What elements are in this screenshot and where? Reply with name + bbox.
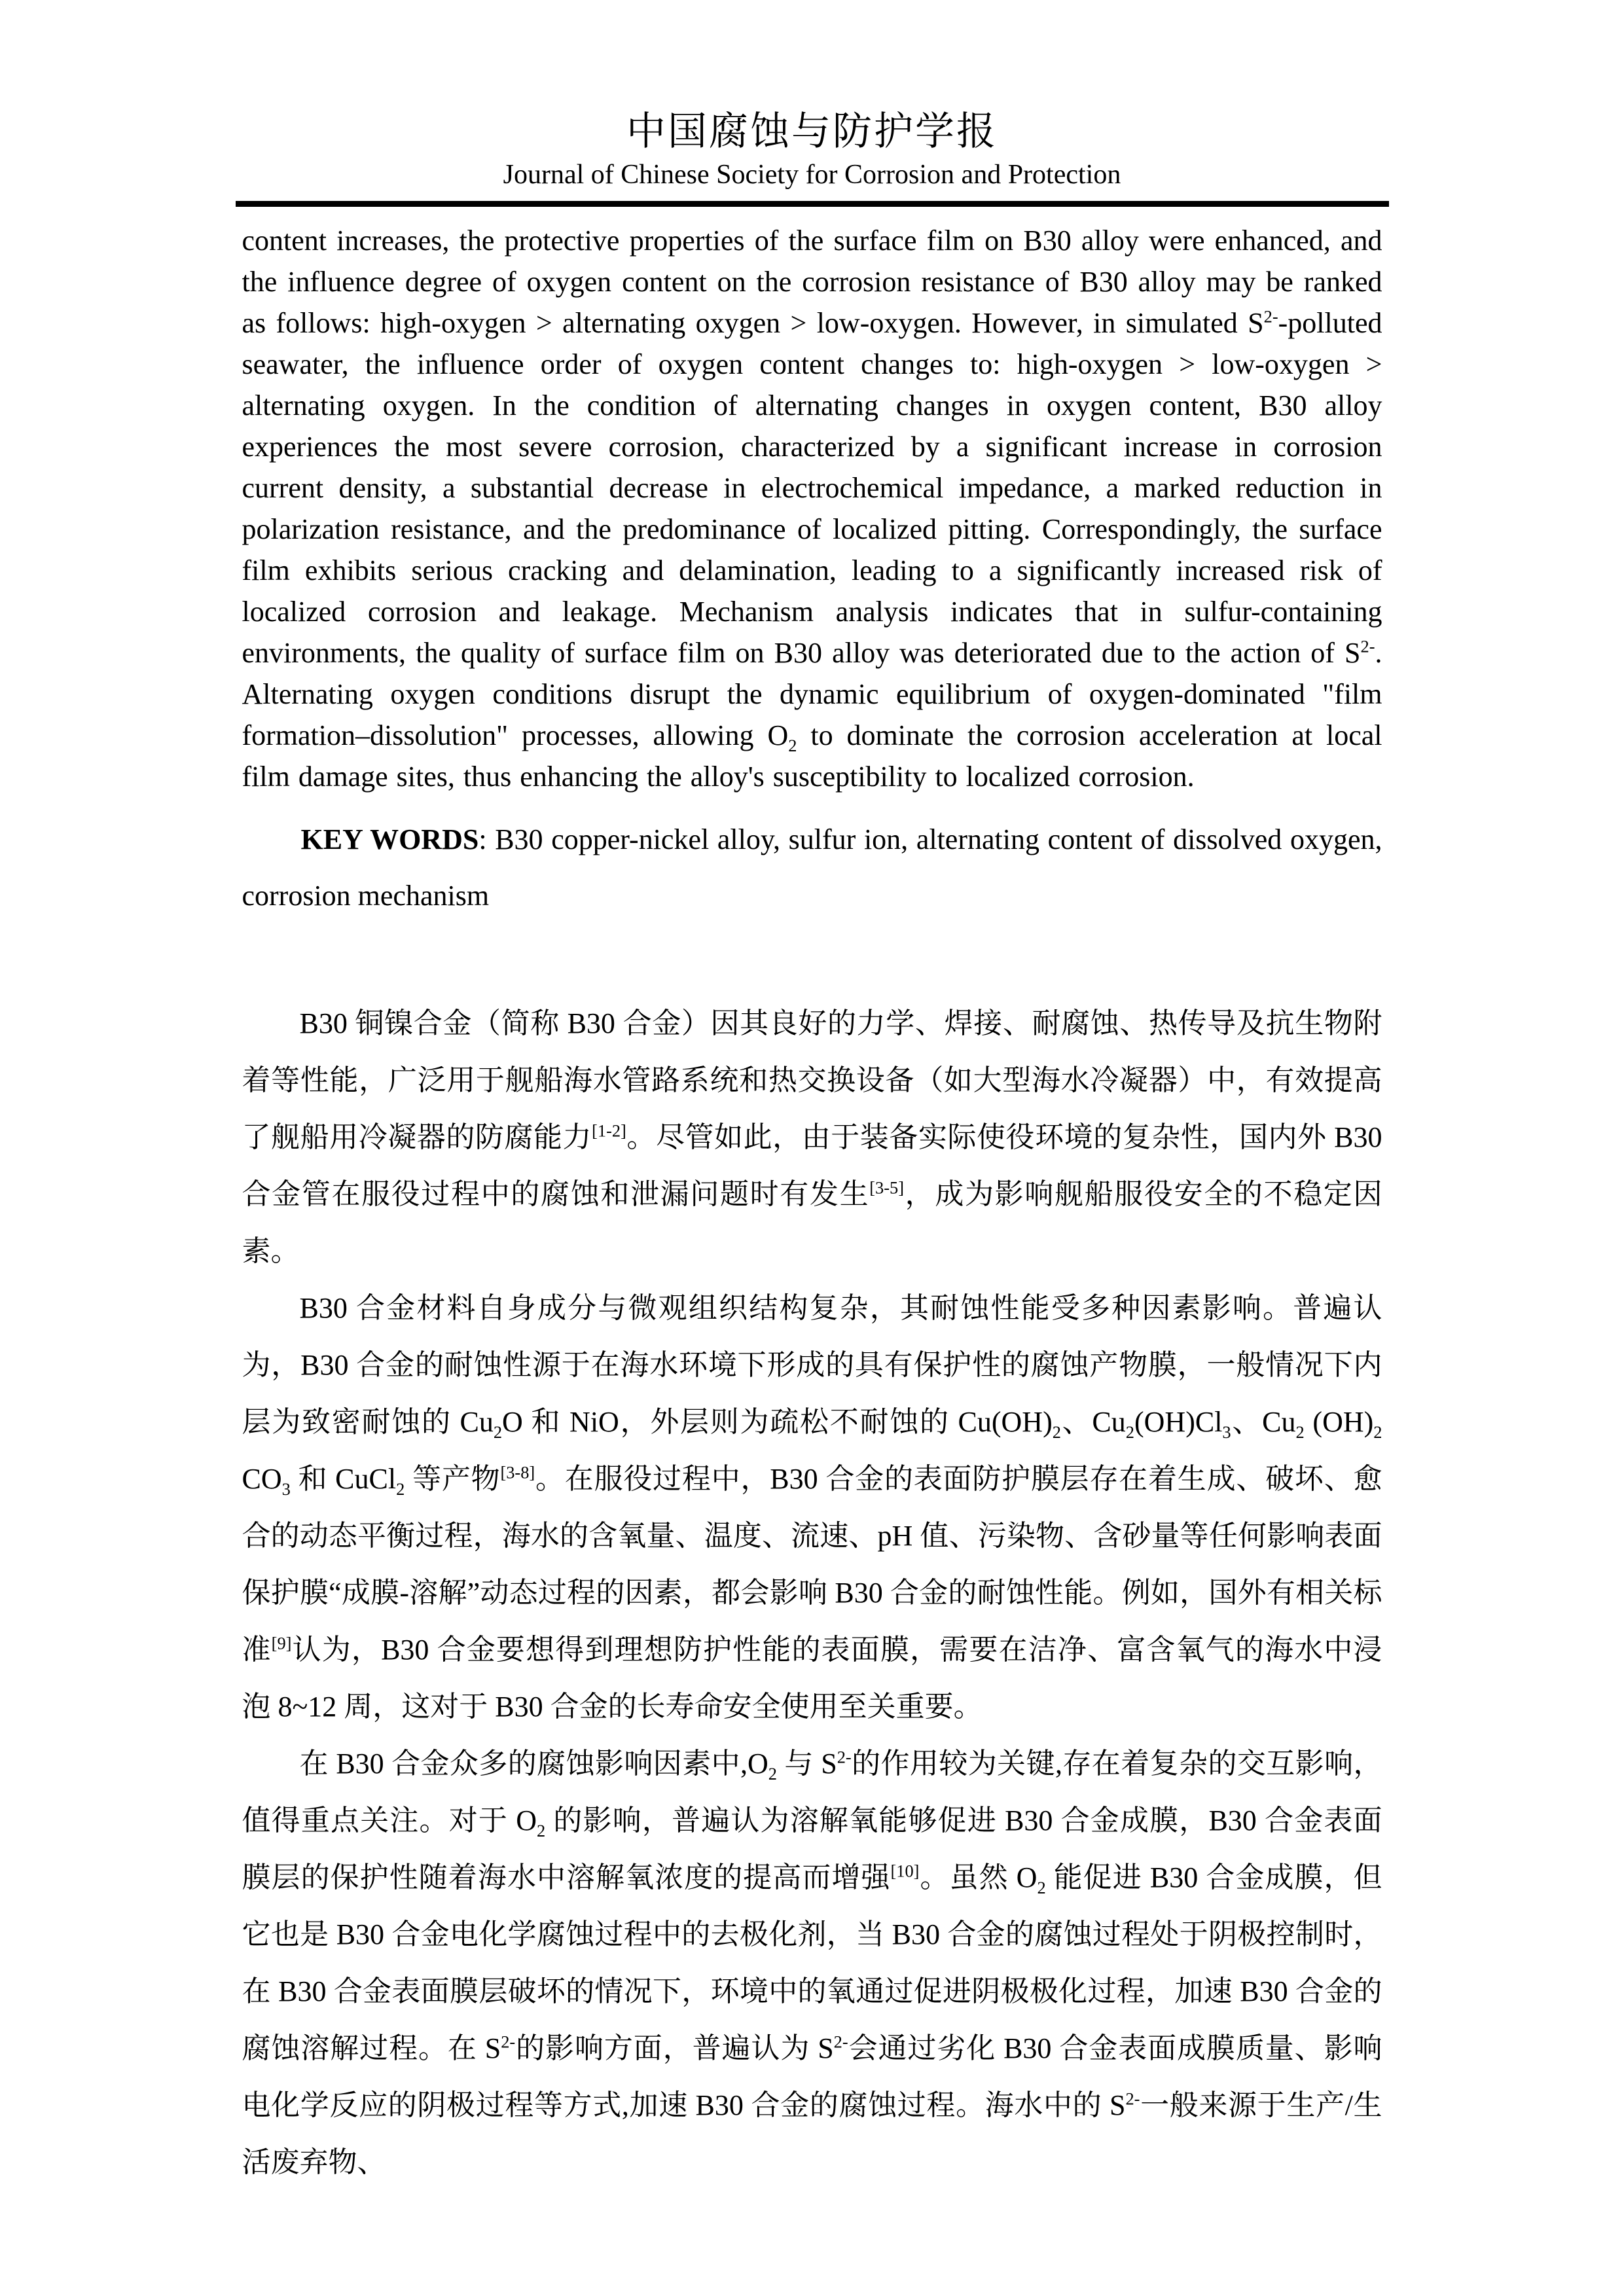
header-divider-rule [236, 201, 1389, 207]
chinese-body [242, 995, 1382, 2191]
paragraph-zh-1: B30 铜镍合金（简称 B30 合金）因其良好的力学、焊接、耐腐蚀、热传导及抗生物附着等性能，广泛用于舰船海水管路系统和热交换设备（如大型海水冷凝器）中，有效提高了舰船用冷凝器的防腐能力[1-2]。尽管如此，由于装备实际使役环境的复杂性，国内外 B30 合金管在服役过程中的腐蚀和泄漏问题时有发生[3-5]，成为影响舰船服役安全的不稳定因素。 [242, 1007, 1382, 1268]
paragraph-zh-3: 在 B30 合金众多的腐蚀影响因素中$,O_2$ 与 $S^{2-}$的作用较为关键,存在着复杂的交互影响，值得重点关注。对于 $O_2$ 的影响，普遍认为溶解氧能够促进 B30 合金成膜，B30 合金表面膜层的保护性随着海水中溶解氧浓度的提高而增强[10]。虽然 $O_2$ 能促进 B30 合金成膜，但它也是 B30 合金电化学腐蚀过程中的去极化剂，当 B30 合金的腐蚀过程处于阴极控制时，在 B30 合金表面膜层破坏的情况下，环境中的氧通过促进阴极极化过程，加速 B30 合金的腐蚀溶解过程。在 $S^{2-}$的影响方面，普遍认为 $S^{2-}$会通过劣化 B30 合金表面成膜质量、影响电化学反应的阴极过程等方式,加速 B30 合金的腐蚀过程。海水中的 $S^{2-}$一般来源于生产/生活废弃物、 [242, 1747, 1382, 2179]
page-header [0, 0, 1624, 207]
keywords-text: : B30 copper-nickel alloy, sulfur ion, alternating content of dissolved oxygen, corrosion mechanism [242, 823, 1382, 912]
keywords-label: KEY WORDS [300, 823, 479, 856]
journal-title-zh: 中国腐蚀与防护学报 [626, 110, 998, 153]
journal-title-en: Journal of Chinese Society for Corrosion and Protection [503, 160, 1121, 190]
paragraph-zh-2: B30 合金材料自身成分与微观组织结构复杂，其耐蚀性能受多种因素影响。普遍认为，B30 合金的耐蚀性源于在海水环境下形成的具有保护性的腐蚀产物膜，一般情况下内层为致密耐蚀的 $Cu_2O$ 和 NiO，外层则为疏松不耐蚀的 $Cu(OH)_2$、$Cu_2(OH)Cl_3$、$Cu_2$ $(OH)_2$ $CO_3$ 和 CuCl$_2$ 等产物[3-8]。在服役过程中，B30 合金的表面防护膜层存在着生成、破坏、愈合的动态平衡过程，海水的含氧量、温度、流速、pH 值、污染物、含砂量等任何影响表面保护膜“成膜-溶解”动态过程的因素，都会影响 B30 合金的耐蚀性能。例如，国外有相关标准[9]认为，B30 合金要想得到理想防护性能的表面膜，需要在洁净、富含氧气的海水中浸泡 8~12 周，这对于 B30 合金的长寿命安全使用至关重要。 [242, 1292, 1382, 1723]
abstract-continuation-text: content increases, the protective properties of the surface film on B30 alloy were enhanced, and the influence degree of oxygen content on the corrosion resistance of B30 alloy may be ranked as follows: high-oxygen > alternating oxygen > low-oxygen. However, in simulated $S^{2-}$-polluted seawater, the influence order of oxygen content changes to: high-oxygen > low-oxygen > alternating oxygen. In the condition of alternating changes in oxygen content, B30 alloy experiences the most severe corrosion, characterized by a significant increase in corrosion current density, a substantial decrease in electrochemical impedance, a marked reduction in polarization resistance, and the predominance of localized pitting. Correspondingly, the surface film exhibits serious cracking and delamination, leading to a significantly increased risk of localized corrosion and leakage. Mechanism analysis indicates that in sulfur-containing environments, the quality of surface film on B30 alloy was deteriorated due to the action of $S^{2-}$. Alternating oxygen conditions disrupt the dynamic equilibrium of oxygen-dominated "film formation–dissolution" processes, allowing $O_2$ to dominate the corrosion acceleration at local film damage sites, thus enhancing the alloy's susceptibility to localized corrosion. [242, 224, 1382, 793]
page-content [242, 220, 1382, 2191]
keywords-line [242, 812, 1382, 924]
